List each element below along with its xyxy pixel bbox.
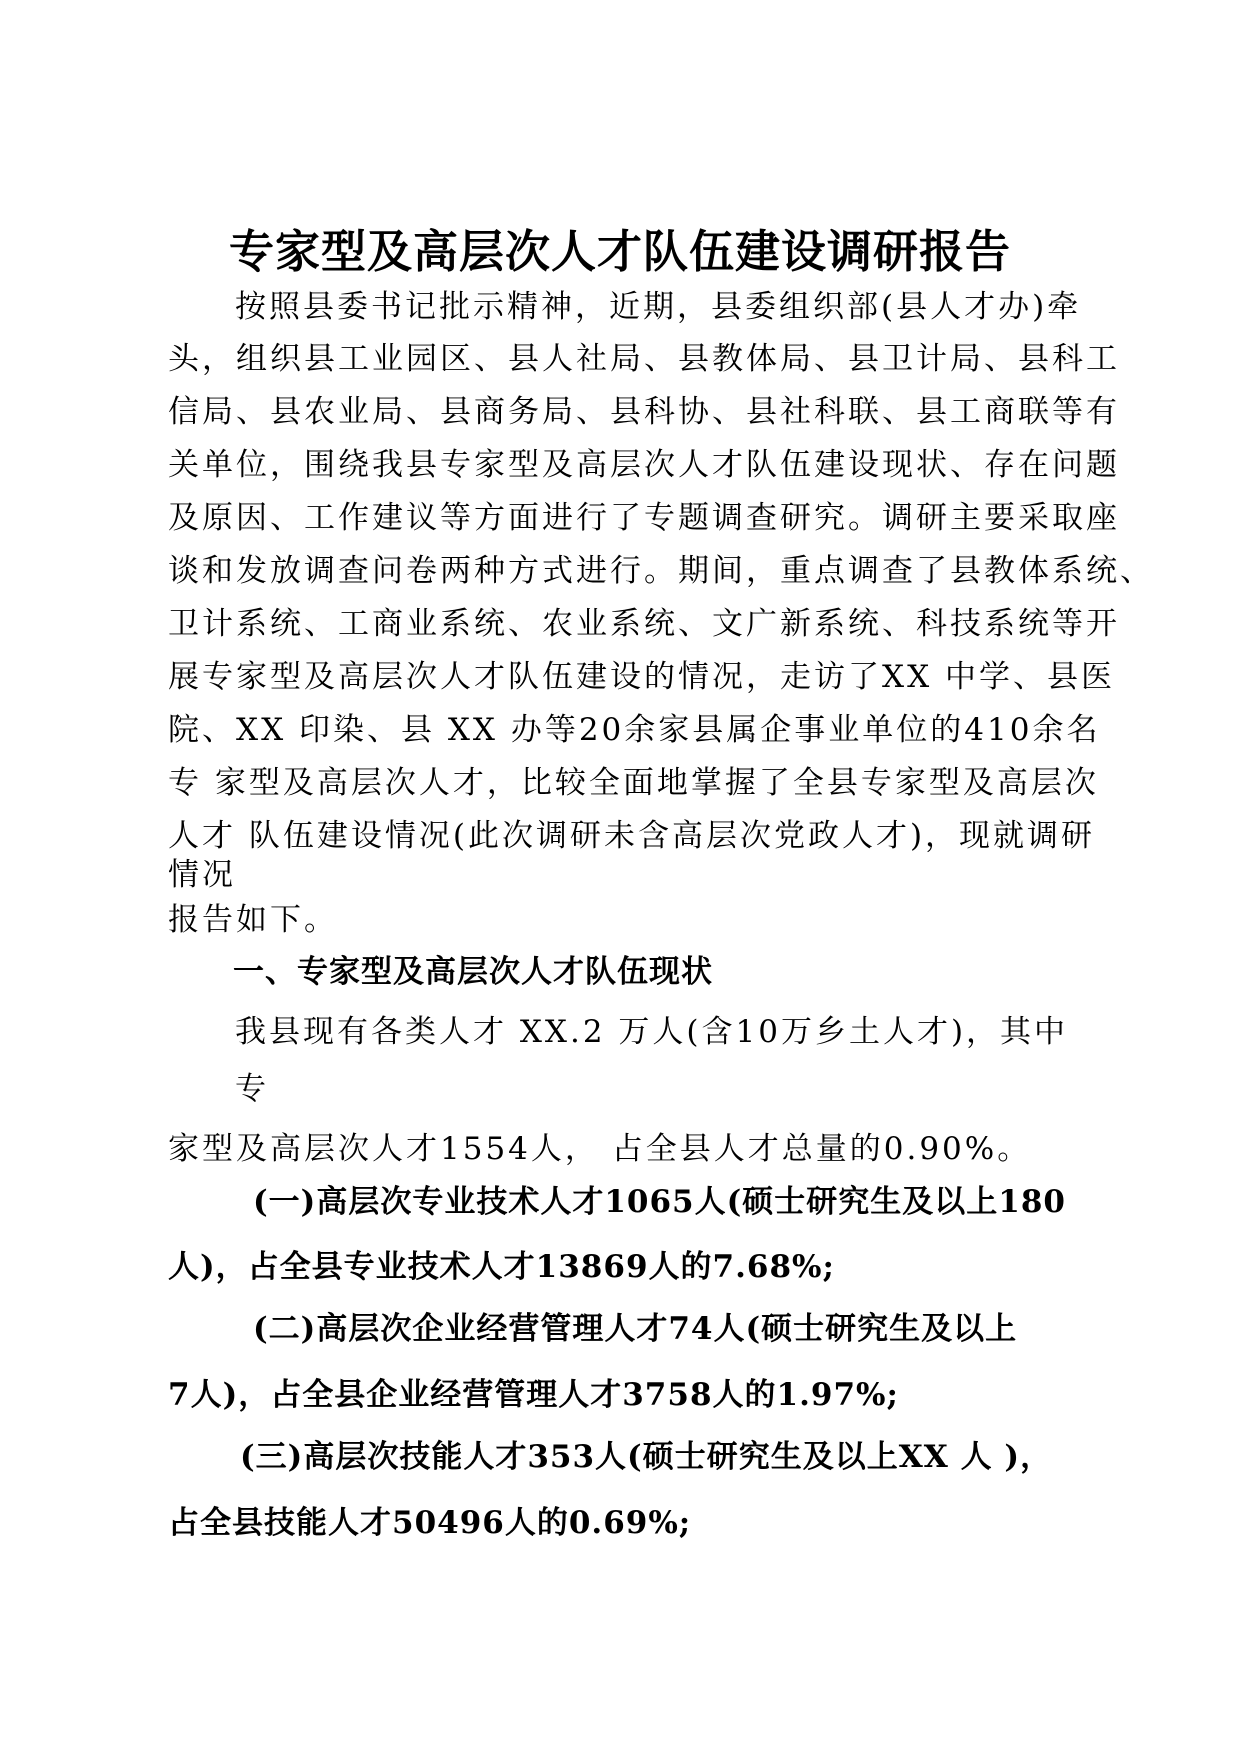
intro-line: 按照县委书记批示精神，近期，县委组织部(县人才办)牵: [235, 289, 1082, 325]
item-line: (三)高层次技能人才353人(硕士研究生及以上XX 人 )，: [240, 1439, 1053, 1475]
intro-line: 人才 队伍建设情况(此次调研未含高层次党政人才)，现就调研: [168, 818, 1096, 854]
item-line: (一)高层次专业技术人才1065人(硕士研究生及以上180: [253, 1184, 1066, 1220]
item-line: 7人)，占全县企业经营管理人才3758人的1.97%;: [168, 1377, 899, 1413]
section-line: 家型及高层次人才1554人， 占全县人才总量的0.90%。: [168, 1131, 1032, 1167]
intro-line: 卫计系统、工商业系统、农业系统、文广新系统、科技系统等开: [168, 606, 1120, 642]
intro-line: 报告如下。: [168, 902, 338, 938]
intro-line: 头，组织县工业园区、县人社局、县教体局、县卫计局、县科工: [168, 341, 1120, 377]
intro-line: 信局、县农业局、县商务局、县科协、县社科联、县工商联等有: [168, 394, 1120, 430]
document-title: 专家型及高层次人才队伍建设调研报告: [228, 225, 1011, 278]
section-heading: 一、专家型及高层次人才队伍现状: [233, 954, 713, 990]
section-line: 专: [235, 1071, 269, 1107]
intro-line: 及原因、工作建议等方面进行了专题调查研究。调研主要采取座: [168, 500, 1120, 536]
section-line: 我县现有各类人才 XX.2 万人(含10万乡土人才)，其中: [235, 1014, 1069, 1050]
item-line: 占全县技能人才50496人的0.69%;: [168, 1505, 692, 1541]
intro-line: 院、XX 印染、县 XX 办等20余家县属企事业单位的410余名: [168, 712, 1101, 748]
item-line: (二)高层次企业经营管理人才74人(硕士研究生及以上: [253, 1311, 1018, 1347]
intro-line: 展专家型及高层次人才队伍建设的情况，走访了XX 中学、县医: [168, 659, 1115, 695]
item-line: 人)，占全县专业技术人才13869人的7.68%;: [168, 1249, 835, 1285]
intro-line: 专 家型及高层次人才，比较全面地掌握了全县专家型及高层次: [168, 765, 1099, 801]
intro-line: 关单位，围绕我县专家型及高层次人才队伍建设现状、存在问题: [168, 447, 1120, 483]
intro-line: 情况: [168, 857, 236, 893]
intro-line: 谈和发放调查问卷两种方式进行。期间，重点调查了县教体系统、: [168, 553, 1154, 589]
